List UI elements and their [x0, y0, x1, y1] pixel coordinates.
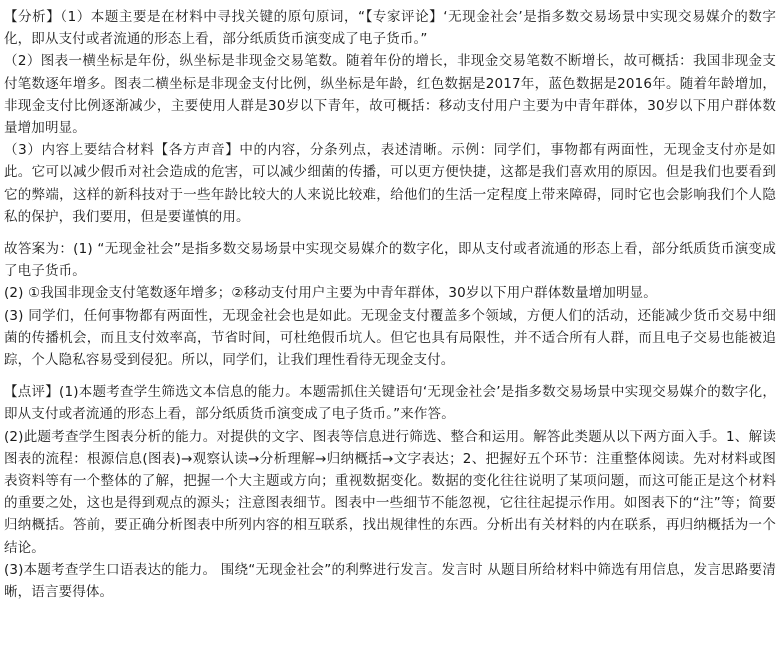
comment-paragraph-1: 【点评】(1)本题考查学生筛选文本信息的能力。本题需抓住关键语句‘无现金社会’是指多数交易场景中实现交易媒介的数字化，即从支付或者流通的形态上看，部分纸质货币演变成了电子货币。”来作答。 [4, 384, 776, 423]
section-spacer [4, 371, 776, 381]
solution-document [4, 6, 776, 603]
analysis-paragraph-1: 【分析】（1）本题主要是在材料中寻找关键的原句原词，“【专家评论】‘无现金社会’是指多数交易场景中实现交易媒介的数字化，即从支付或者流通的形态上看，部分纸质货币演变成了电子货币。” [4, 9, 776, 48]
analysis-section [4, 6, 776, 228]
answer-paragraph-2: (2) ①我国非现金支付笔数逐年增多；②移动支付用户主要为中青年群体，30岁以下用户群体数量增加明显。 [4, 285, 657, 302]
section-spacer [4, 228, 776, 238]
comment-section [4, 381, 776, 603]
comment-paragraph-3: (3)本题考查学生口语表达的能力。 围绕“无现金社会”的利弊进行发言。发言时 从题目所给材料中筛选有用信息，发言思路要清晰，语言要得体。 [4, 561, 776, 601]
answer-paragraph-3: (3) 同学们，任何事物都有两面性，无现金社会也是如此。无现金支付覆盖多个领域，方便人们的活动，还能减少货币交易中细菌的传播机会，而且支付效率高，节省时间，可杜绝假币坑人。但它也具有局限性，并不适合所有人群，而且电子交易也能被追踪，个人隐私容易受到侵犯。所以，同学们，让我们理性看待无现金支付。 [4, 307, 776, 369]
analysis-paragraph-2: （2）图表一横坐标是年份，纵坐标是非现金交易笔数。随着年份的增长，非现金交易笔数不断增长，故可概括：我国非现金支付笔数逐年增多。图表二横坐标是非现金支付比例，纵坐标是年龄，红色数据是2017年，蓝色数据是2016年。随着年龄增加，非现金支付比例逐渐减少，主要使用人群是30岁以下青年，故可概括：移动支付用户主要为中青年群体，30岁以下用户群体数量增加明显。 [4, 53, 776, 137]
answer-paragraph-1: 故答案为：(1) “无现金社会”是指多数交易场景中实现交易媒介的数字化，即从支付或者流通的形态上看，部分纸质货币演变成了电子货币。 [4, 241, 776, 280]
comment-paragraph-2: (2)此题考查学生图表分析的能力。对提供的文字、图表等信息进行筛选、整合和运用。解答此类题从以下两方面入手。1、解读图表的流程：根源信息(图表)→观察认读→分析理解→归纳概括→文字表达；2、把握好五个环节：注重整体阅读。先对材料或图表资料等有一个整体的了解，把握一个大主题或方向；重视数据变化。数据的变化往往说明了某项问题，而这可能正是这个材料的重要之处，这也是得到观点的源头；注意图表细节。图表中一些细节不能忽视，它往往起提示作用。如图表下的“注”等；简要归纳概括。答前，要正确分析图表中所列内容的相互联系，找出规律性的东西。分析出有关材料的内在联系，再归纳概括为一个结论。 [4, 428, 776, 556]
analysis-paragraph-3: （3）内容上要结合材料【各方声音】中的内容，分条列点，表述清晰。示例：同学们，事物都有两面性，无现金支付亦是如此。它可以减少假币对社会造成的危害，可以减少细菌的传播，可以更方便快捷，这都是我们喜欢用的原因。但是我们也要看到它的弊端，这样的新科技对于一些年龄比较大的人来说比较难，给他们的生活一定程度上带来障碍，同时它也会影响我们个人隐私的保护，我们要用，但是要谨慎的用。 [4, 142, 776, 225]
answer-section [4, 238, 776, 371]
